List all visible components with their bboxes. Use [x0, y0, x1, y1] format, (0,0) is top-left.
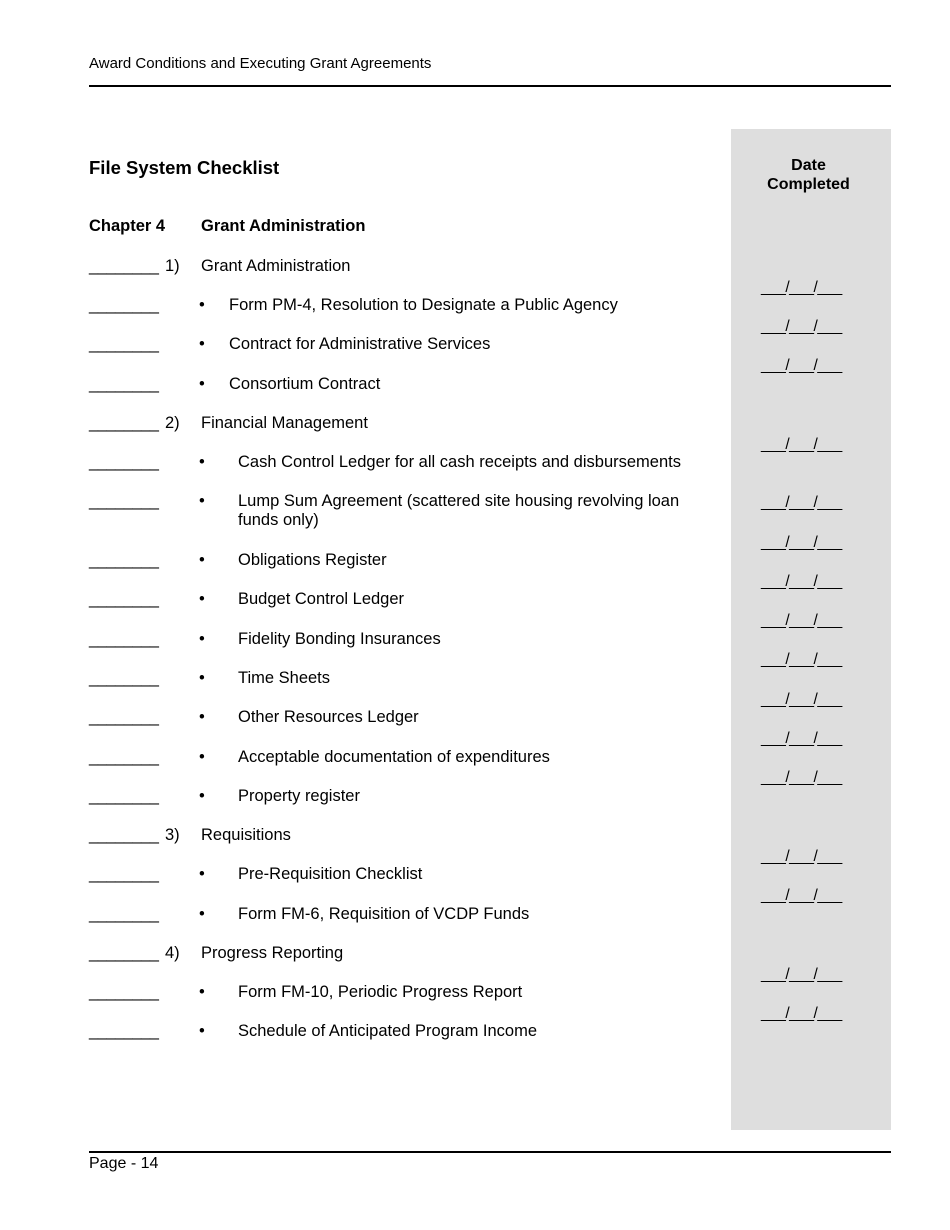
checklist-item [0, 787, 731, 809]
chapter-number: Chapter 4 [89, 217, 166, 235]
date-completed-field[interactable]: ___/___/___ [761, 769, 842, 786]
running-header: Award Conditions and Executing Grant Agreements [89, 55, 432, 72]
check-blank[interactable]: ________ [89, 257, 159, 275]
section-number: 2) [165, 414, 180, 432]
checklist-item [0, 865, 731, 887]
section-label: Requisitions [201, 826, 291, 844]
bullet-icon: • [199, 590, 205, 608]
checklist-item [0, 335, 731, 357]
bullet-icon: • [199, 492, 205, 510]
bullet-icon: • [199, 551, 205, 569]
item-label: Form FM-6, Requisition of VCDP Funds [238, 905, 530, 923]
check-blank[interactable]: ________ [89, 983, 159, 1001]
check-blank[interactable]: ________ [89, 453, 159, 471]
date-completed-field[interactable]: ___/___/___ [761, 279, 842, 296]
check-blank[interactable]: ________ [89, 905, 159, 923]
check-blank[interactable]: ________ [89, 826, 159, 844]
checklist-item [0, 296, 731, 318]
section-label: Progress Reporting [201, 944, 344, 962]
date-completed-field[interactable]: ___/___/___ [761, 357, 842, 374]
date-completed-field[interactable]: ___/___/___ [761, 887, 842, 904]
bullet-icon: • [199, 1022, 205, 1040]
item-label: Fidelity Bonding Insurances [238, 630, 441, 648]
checklist-item [0, 708, 731, 730]
checklist-item [0, 551, 731, 573]
item-label: Cash Control Ledger for all cash receipts and disbursements [238, 453, 681, 471]
check-blank[interactable]: ________ [89, 865, 159, 883]
check-blank[interactable]: ________ [89, 944, 159, 962]
date-completed-heading: Date Completed [767, 157, 850, 193]
header-rule [89, 85, 891, 87]
date-completed-field[interactable]: ___/___/___ [761, 612, 842, 629]
check-blank[interactable]: ________ [89, 551, 159, 569]
bullet-icon: • [199, 787, 205, 805]
footer-rule [89, 1151, 891, 1153]
section-number: 1) [165, 257, 180, 275]
checklist-item [0, 1022, 731, 1044]
date-completed-field[interactable]: ___/___/___ [761, 691, 842, 708]
section-row [0, 257, 731, 279]
date-completed-field[interactable]: ___/___/___ [761, 1005, 842, 1022]
date-completed-field[interactable]: ___/___/___ [761, 573, 842, 590]
checklist-item [0, 669, 731, 691]
bullet-icon: • [199, 748, 205, 766]
section-number: 3) [165, 826, 180, 844]
bullet-icon: • [199, 669, 205, 687]
checklist-item [0, 905, 731, 927]
item-label: Consortium Contract [229, 375, 381, 393]
checklist-item [0, 590, 731, 612]
date-completed-field[interactable]: ___/___/___ [761, 318, 842, 335]
section-row [0, 826, 731, 848]
check-blank[interactable]: ________ [89, 630, 159, 648]
bullet-icon: • [199, 983, 205, 1001]
date-completed-field[interactable]: ___/___/___ [761, 534, 842, 551]
date-completed-field[interactable]: ___/___/___ [761, 848, 842, 865]
check-blank[interactable]: ________ [89, 492, 159, 510]
section-label: Financial Management [201, 414, 368, 432]
bullet-icon: • [199, 453, 205, 471]
checklist-item [0, 630, 731, 652]
check-blank[interactable]: ________ [89, 296, 159, 314]
item-label: Contract for Administrative Services [229, 335, 491, 353]
section-label: Grant Administration [201, 257, 351, 275]
section-number: 4) [165, 944, 180, 962]
check-blank[interactable]: ________ [89, 669, 159, 687]
checklist-item [0, 492, 731, 529]
bullet-icon: • [199, 708, 205, 726]
item-label: Budget Control Ledger [238, 590, 405, 608]
date-completed-field[interactable]: ___/___/___ [761, 436, 842, 453]
bullet-icon: • [199, 375, 205, 393]
bullet-icon: • [199, 296, 205, 314]
check-blank[interactable]: ________ [89, 590, 159, 608]
item-label: Time Sheets [238, 669, 331, 687]
page-number: Page - 14 [89, 1155, 159, 1172]
chapter-title: Grant Administration [201, 217, 366, 235]
date-completed-field[interactable]: ___/___/___ [761, 966, 842, 983]
bullet-icon: • [199, 335, 205, 353]
item-label: Obligations Register [238, 551, 387, 569]
section-row [0, 414, 731, 436]
item-label: Lump Sum Agreement (scattered site housing revolving loan funds only) [238, 492, 680, 529]
date-completed-field[interactable]: ___/___/___ [761, 730, 842, 747]
checklist-item [0, 983, 731, 1005]
date-completed-field[interactable]: ___/___/___ [761, 651, 842, 668]
item-label: Pre-Requisition Checklist [238, 865, 423, 883]
item-label: Acceptable documentation of expenditures [238, 748, 550, 766]
date-completed-field[interactable]: ___/___/___ [761, 494, 842, 511]
item-label: Schedule of Anticipated Program Income [238, 1022, 538, 1040]
check-blank[interactable]: ________ [89, 335, 159, 353]
item-label: Other Resources Ledger [238, 708, 419, 726]
check-blank[interactable]: ________ [89, 748, 159, 766]
check-blank[interactable]: ________ [89, 787, 159, 805]
checklist-item [0, 453, 731, 475]
check-blank[interactable]: ________ [89, 414, 159, 432]
check-blank[interactable]: ________ [89, 708, 159, 726]
item-label: Form FM-10, Periodic Progress Report [238, 983, 523, 1001]
item-label: Property register [238, 787, 360, 805]
check-blank[interactable]: ________ [89, 375, 159, 393]
checklist-item [0, 375, 731, 397]
item-label: Form PM-4, Resolution to Designate a Public Agency [229, 296, 618, 314]
check-blank[interactable]: ________ [89, 1022, 159, 1040]
bullet-icon: • [199, 905, 205, 923]
checklist-item [0, 748, 731, 770]
section-row [0, 944, 731, 966]
bullet-icon: • [199, 630, 205, 648]
bullet-icon: • [199, 865, 205, 883]
checklist-title: File System Checklist [89, 157, 280, 178]
